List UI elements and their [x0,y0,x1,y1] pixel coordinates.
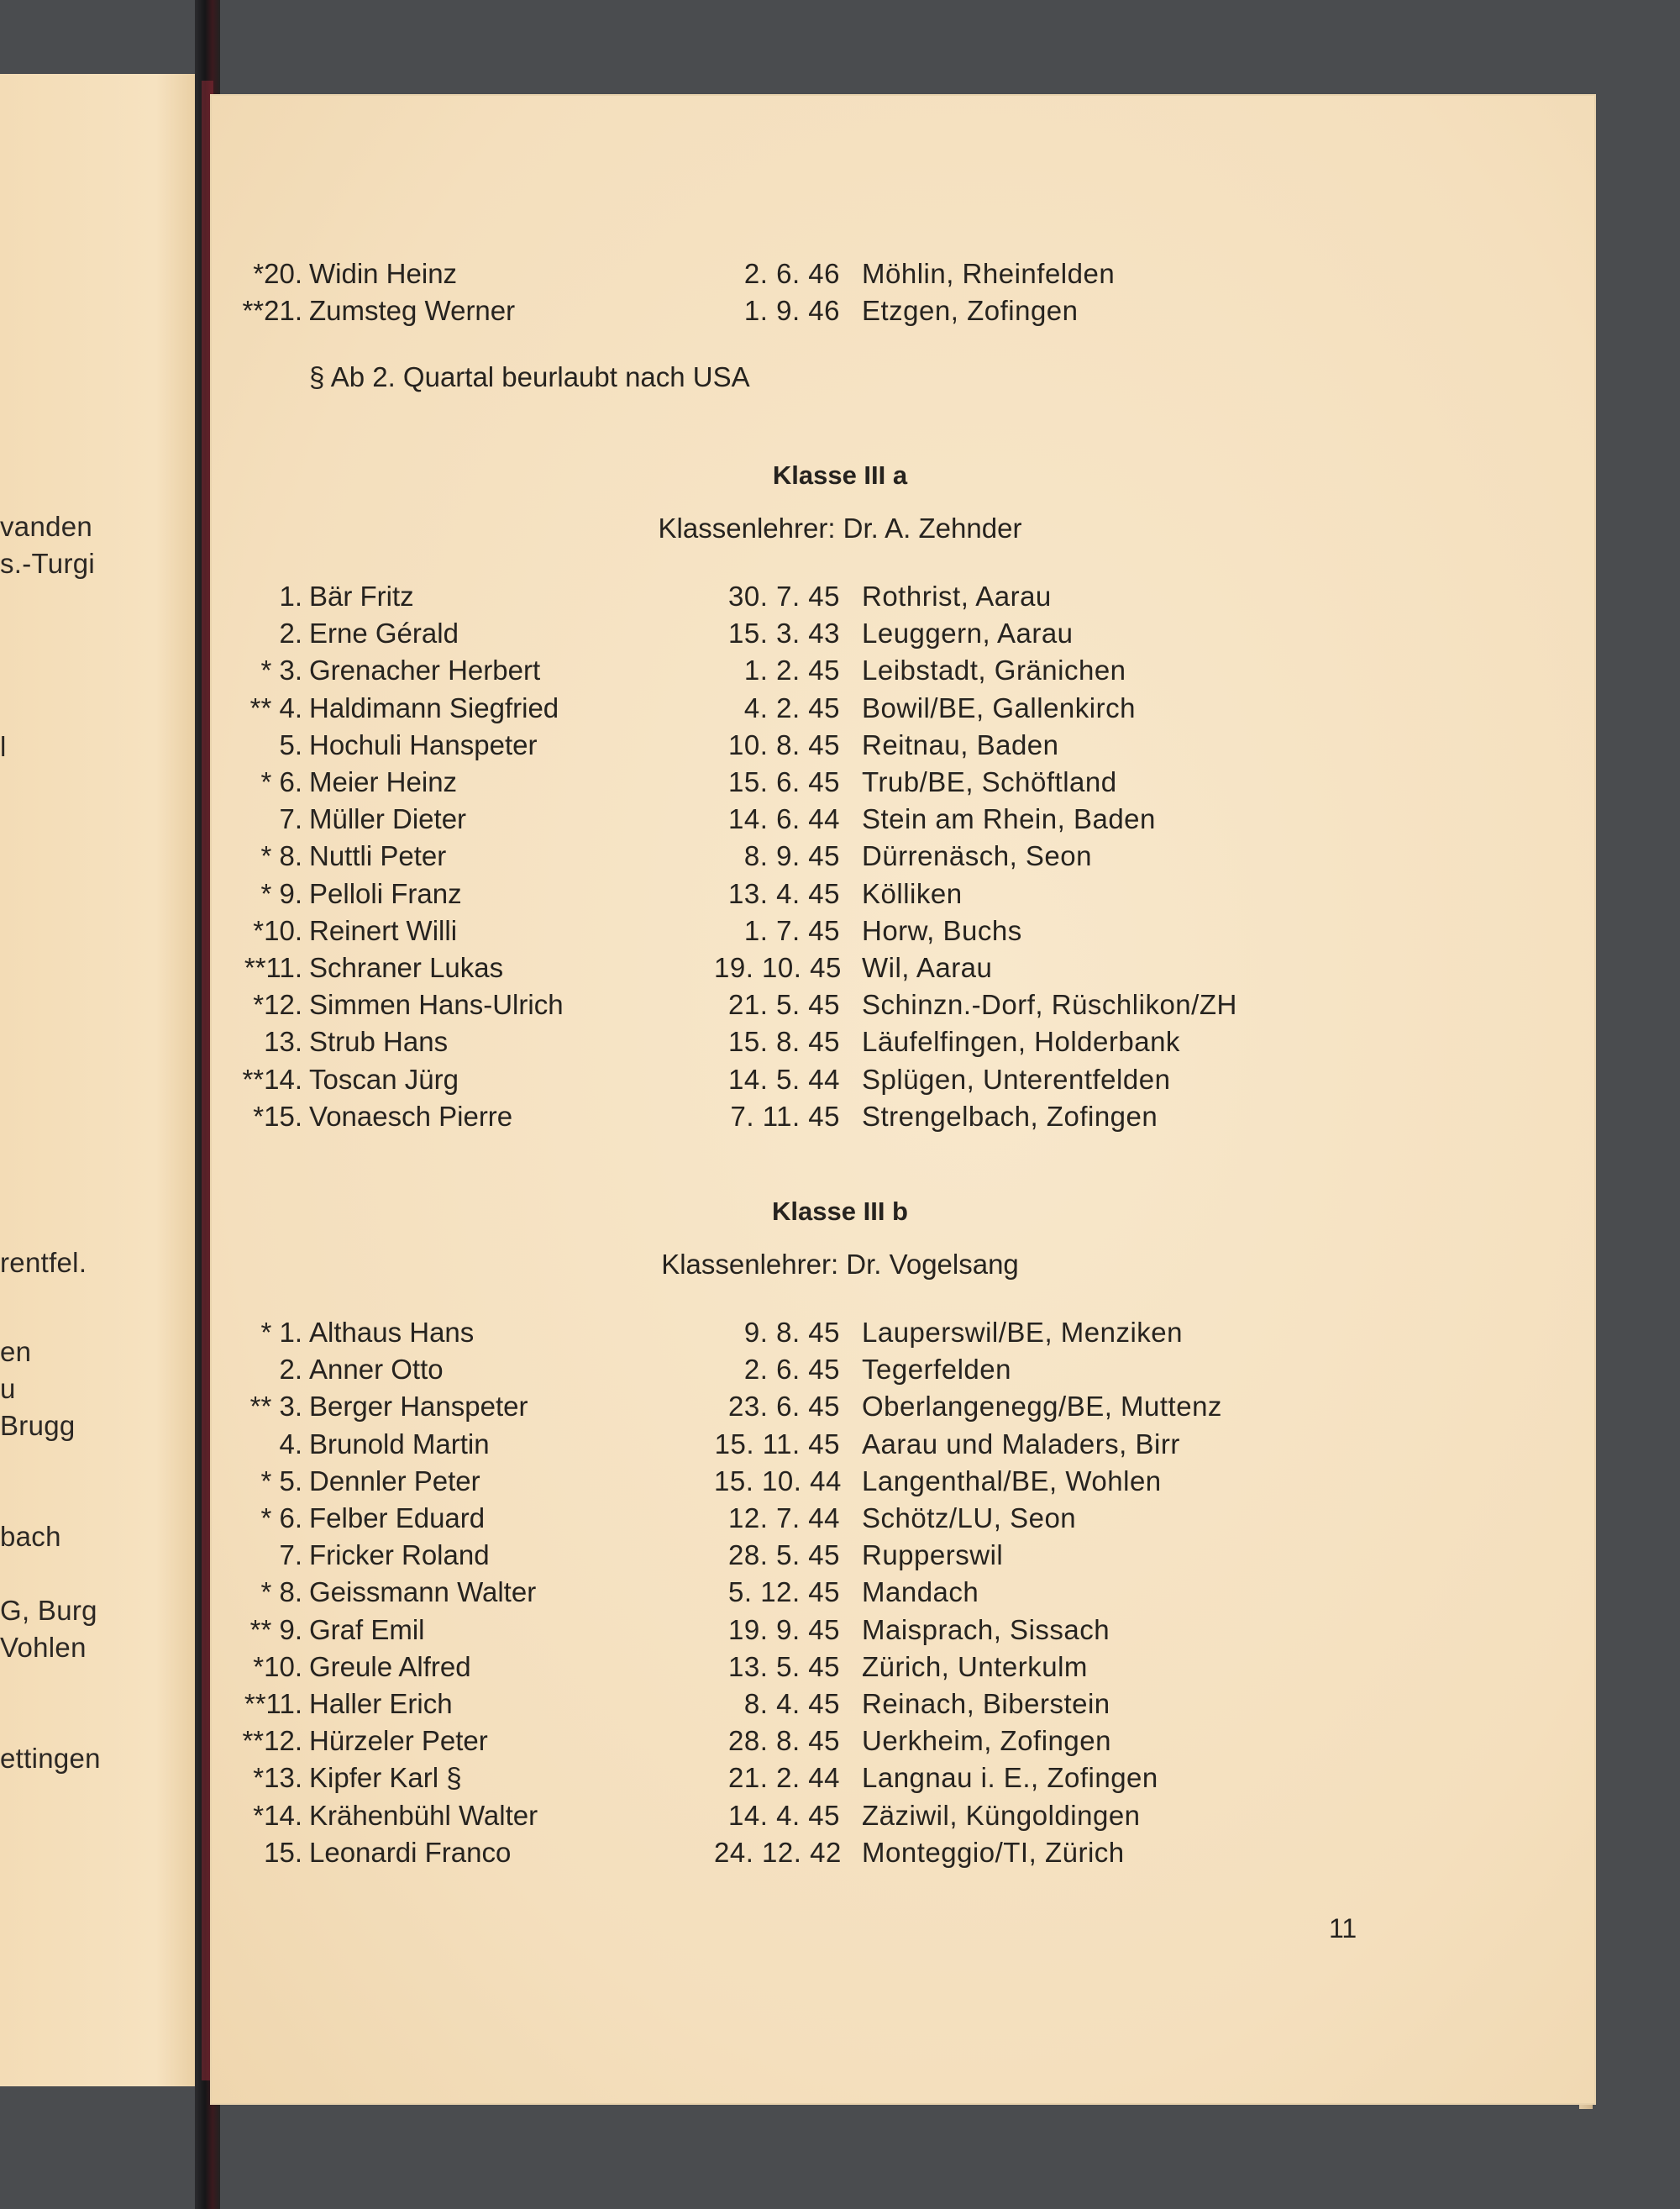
student-name: Reinert Willi [309,914,458,946]
birth-date: 5. 12. 45 [728,1576,840,1608]
hometown-residence: Möhlin, Rheinfelden [862,258,1116,289]
student-number: 4. [279,1428,302,1460]
student-number: * 1. [260,1317,302,1348]
hometown-residence: Rothrist, Aarau [862,581,1052,612]
student-number: *10. [253,1650,302,1682]
hometown-residence: Stein am Rhein, Baden [862,803,1156,835]
student-number: 2. [279,1354,302,1386]
student-number: **11. [244,952,302,983]
student-name: Erne Gérald [309,618,459,650]
student-number: 2. [279,618,302,650]
student-name: Greule Alfred [309,1650,471,1682]
student-name: Brunold Martin [309,1428,490,1460]
birth-date: 14. 4. 45 [728,1799,840,1831]
hometown-residence: Langnau i. E., Zofingen [862,1762,1158,1794]
student-number: * 5. [260,1465,302,1496]
birth-date: 2. 6. 45 [743,1354,840,1386]
page-number: 11 [1329,1913,1357,1943]
student-name: Hürzeler Peter [309,1725,488,1757]
left-fragment: l [0,731,7,762]
left-fragment: vanden [0,511,93,542]
birth-date: 7. 11. 45 [730,1100,840,1132]
left-fragment: en [0,1336,32,1367]
student-name: Fricker Roland [309,1539,490,1571]
hometown-residence: Zürich, Unterkulm [862,1650,1088,1682]
hometown-residence: Uerkheim, Zofingen [862,1725,1111,1757]
hometown-residence: Bowil/BE, Gallenkirch [862,692,1136,723]
hometown-residence: Leibstadt, Gränichen [862,655,1126,686]
footnote: § Ab 2. Quartal beurlaubt nach USA [309,361,750,392]
hometown-residence: Zäziwil, Küngoldingen [862,1799,1141,1831]
hometown-residence: Langenthal/BE, Wohlen [862,1465,1162,1496]
student-number: *14. [253,1799,302,1831]
class-title: Klasse III b [772,1197,908,1226]
birth-date: 15. 6. 45 [728,766,840,797]
student-name: Müller Dieter [309,803,467,835]
student-number: 13. [264,1026,302,1058]
student-number: 7. [279,1539,302,1571]
birth-date: 2. 6. 46 [743,258,840,289]
student-name: Haldimann Siegfried [309,692,559,723]
student-name: Haller Erich [309,1688,453,1719]
student-number: ** 3. [249,1391,302,1423]
student-name: Pelloli Franz [309,877,462,909]
birth-date: 14. 5. 44 [728,1063,840,1095]
left-fragment: Vohlen [0,1632,87,1663]
hometown-residence: Maisprach, Sissach [862,1613,1110,1645]
hometown-residence: Trub/BE, Schöftland [862,766,1117,797]
class-teacher: Klassenlehrer: Dr. A. Zehnder [658,513,1022,544]
hometown-residence: Schötz/LU, Seon [862,1502,1077,1533]
student-name: Schraner Lukas [309,952,504,983]
student-number: 5. [279,728,302,760]
student-name: Simmen Hans-Ulrich [309,989,564,1021]
left-fragment: s.-Turgi [0,548,96,579]
birth-date: 19. 10. 45 [714,952,842,983]
birth-date: 10. 8. 45 [728,728,840,760]
student-name: Berger Hanspeter [309,1391,528,1423]
student-number: *13. [253,1762,302,1794]
hometown-residence: Rupperswil [862,1539,1004,1571]
hometown-residence: Leuggern, Aarau [862,618,1074,650]
birth-date: 21. 2. 44 [728,1762,840,1794]
student-number: **11. [244,1688,302,1719]
birth-date: 15. 3. 43 [728,618,840,650]
birth-date: 28. 8. 45 [728,1725,840,1757]
student-name: Kipfer Karl § [309,1762,462,1794]
class-title: Klasse III a [772,460,908,490]
birth-date: 4. 2. 45 [743,692,840,723]
hometown-residence: Horw, Buchs [862,914,1022,946]
hometown-residence: Lauperswil/BE, Menziken [862,1317,1184,1348]
student-number: ** 4. [249,692,302,723]
student-name: Graf Emil [309,1613,425,1645]
hometown-residence: Läufelfingen, Holderbank [862,1026,1180,1058]
hometown-residence: Splügen, Unterentfelden [862,1063,1171,1095]
student-name: Bär Fritz [309,581,414,612]
class-teacher: Klassenlehrer: Dr. Vogelsang [661,1249,1019,1280]
left-fragment: ettingen [0,1743,101,1774]
student-number: * 8. [260,840,302,872]
hometown-residence: Monteggio/TI, Zürich [862,1836,1125,1868]
student-number: * 6. [260,766,302,797]
hometown-residence: Reitnau, Baden [862,728,1059,760]
student-name: Nuttli Peter [309,840,447,872]
birth-date: 15. 10. 44 [714,1465,842,1496]
hometown-residence: Aarau und Maladers, Birr [862,1428,1180,1460]
student-number: * 9. [260,877,302,909]
hometown-residence: Wil, Aarau [862,952,993,983]
birth-date: 24. 12. 42 [714,1836,842,1868]
student-name: Zumsteg Werner [309,295,516,326]
birth-date: 8. 9. 45 [743,840,840,872]
hometown-residence: Dürrenäsch, Seon [862,840,1092,872]
right-page [210,94,1596,2105]
page-content [210,94,1596,2105]
student-number: *12. [253,989,302,1021]
left-fragment: bach [0,1521,61,1552]
student-number: * 3. [260,655,302,686]
birth-date: 13. 5. 45 [728,1650,840,1682]
student-number: * 8. [260,1576,302,1608]
hometown-residence: Strengelbach, Zofingen [862,1100,1158,1132]
student-number: *15. [253,1100,302,1132]
student-number: 7. [279,803,302,835]
student-number: * 6. [260,1502,302,1533]
birth-date: 13. 4. 45 [728,877,840,909]
student-number: *10. [253,914,302,946]
hometown-residence: Reinach, Biberstein [862,1688,1110,1719]
birth-date: 1. 9. 46 [743,295,840,326]
student-name: Krähenbühl Walter [309,1799,538,1831]
student-number: *20. [253,258,302,289]
student-number: ** 9. [249,1613,302,1645]
student-number: **14. [242,1063,302,1095]
student-name: Althaus Hans [309,1317,475,1348]
hometown-residence: Mandach [862,1576,979,1608]
left-fragment: rentfel. [0,1247,87,1278]
birth-date: 19. 9. 45 [728,1613,840,1645]
student-name: Strub Hans [309,1026,449,1058]
student-name: Felber Eduard [309,1502,486,1533]
birth-date: 15. 11. 45 [714,1428,840,1460]
student-name: Widin Heinz [309,258,458,289]
student-name: Hochuli Hanspeter [309,728,538,760]
left-fragment: G, Burg [0,1595,97,1626]
birth-date: 1. 2. 45 [743,655,840,686]
birth-date: 9. 8. 45 [743,1317,840,1348]
birth-date: 28. 5. 45 [728,1539,840,1571]
left-facing-page [0,74,195,2086]
birth-date: 23. 6. 45 [728,1391,840,1423]
birth-date: 1. 7. 45 [743,914,840,946]
birth-date: 30. 7. 45 [728,581,840,612]
student-name: Meier Heinz [309,766,458,797]
student-name: Leonardi Franco [309,1836,512,1868]
student-number: **21. [242,295,302,326]
hometown-residence: Tegerfelden [862,1354,1011,1386]
birth-date: 12. 7. 44 [728,1502,840,1533]
student-name: Anner Otto [309,1354,444,1386]
left-fragment: Brugg [0,1410,76,1441]
hometown-residence: Oberlangenegg/BE, Muttenz [862,1391,1222,1423]
left-fragment: u [0,1373,16,1404]
student-name: Geissmann Walter [309,1576,537,1608]
birth-date: 21. 5. 45 [728,989,840,1021]
student-number: **12. [242,1725,302,1757]
student-number: 1. [279,581,302,612]
hometown-residence: Schinzn.-Dorf, Rüschlikon/ZH [862,989,1237,1021]
student-name: Toscan Jürg [309,1063,459,1095]
student-name: Vonaesch Pierre [309,1100,513,1132]
student-name: Dennler Peter [309,1465,480,1496]
birth-date: 15. 8. 45 [728,1026,840,1058]
birth-date: 8. 4. 45 [743,1688,840,1719]
hometown-residence: Kölliken [862,877,963,909]
student-number: 15. [264,1836,302,1868]
birth-date: 14. 6. 44 [728,803,840,835]
hometown-residence: Etzgen, Zofingen [862,295,1079,326]
student-name: Grenacher Herbert [309,655,541,686]
